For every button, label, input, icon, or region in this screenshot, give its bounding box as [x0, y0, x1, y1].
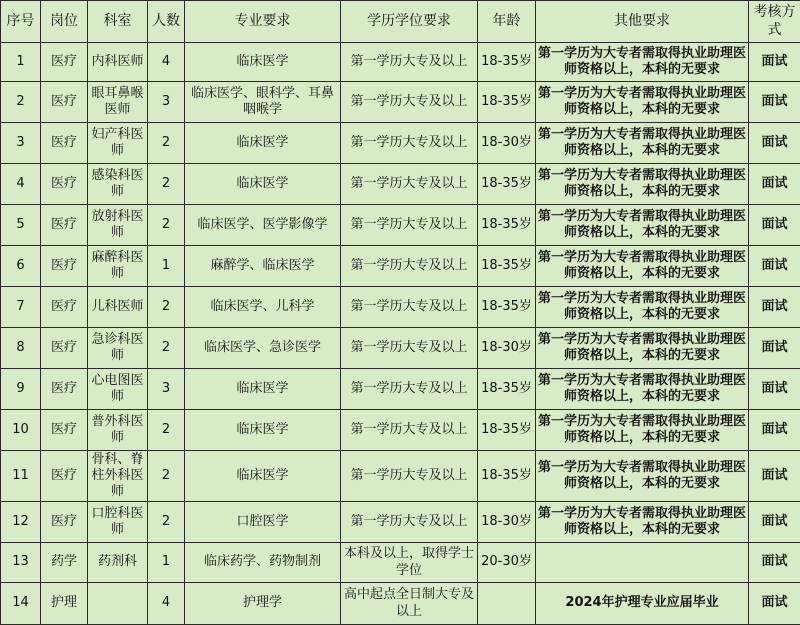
age-cell: 18-35岁: [478, 82, 536, 123]
department-cell: 眼耳鼻喉医师: [88, 82, 148, 123]
age-cell: 18-35岁: [478, 164, 536, 205]
table-row: [1, 583, 800, 625]
position-cell: 药学: [41, 543, 88, 583]
position-cell: 医疗: [41, 205, 88, 246]
age-cell: 18-35岁: [478, 410, 536, 451]
age-cell: 18-35岁: [478, 287, 536, 328]
age-cell: [478, 583, 536, 625]
seq-cell: 6: [1, 246, 41, 287]
education-cell: 第一学历大专及以上: [341, 328, 478, 369]
department-cell: 感染科医师: [88, 164, 148, 205]
major-cell: 临床医学: [185, 410, 341, 451]
major-cell: 临床医学、急诊医学: [185, 328, 341, 369]
age-cell: 18-35岁: [478, 246, 536, 287]
other-req-cell: 第一学历为大专者需取得执业助理医师资格以上，本科的无要求: [536, 43, 749, 82]
other-req-cell: 第一学历为大专者需取得执业助理医师资格以上，本科的无要求: [536, 205, 749, 246]
education-cell: 第一学历大专及以上: [341, 205, 478, 246]
position-cell: 医疗: [41, 369, 88, 410]
major-cell: 临床医学: [185, 164, 341, 205]
header-cell: 专业要求: [185, 1, 341, 43]
position-cell: 医疗: [41, 410, 88, 451]
count-cell: 2: [148, 502, 185, 543]
position-cell: 医疗: [41, 123, 88, 164]
header-cell: 岗位: [41, 1, 88, 43]
other-req-cell: [536, 543, 749, 583]
count-cell: 2: [148, 164, 185, 205]
count-cell: 1: [148, 543, 185, 583]
position-cell: 医疗: [41, 246, 88, 287]
department-cell: 急诊科医师: [88, 328, 148, 369]
major-cell: 临床医学: [185, 451, 341, 502]
header-cell: 科室: [88, 1, 148, 43]
department-cell: [88, 583, 148, 625]
table-row: [1, 451, 800, 502]
major-cell: 临床医学、医学影像学: [185, 205, 341, 246]
exam-cell: 面试: [749, 369, 800, 410]
position-cell: 医疗: [41, 328, 88, 369]
table-row: [1, 410, 800, 451]
table-row: [1, 43, 800, 82]
other-req-cell: 第一学历为大专者需取得执业助理医师资格以上，本科的无要求: [536, 246, 749, 287]
department-cell: 口腔科医师: [88, 502, 148, 543]
count-cell: 2: [148, 123, 185, 164]
header-cell: 年龄: [478, 1, 536, 43]
department-cell: 妇产科医师: [88, 123, 148, 164]
department-cell: 放射科医师: [88, 205, 148, 246]
seq-cell: 13: [1, 543, 41, 583]
age-cell: 18-35岁: [478, 369, 536, 410]
major-cell: 麻醉学、临床医学: [185, 246, 341, 287]
exam-cell: 面试: [749, 43, 800, 82]
other-req-cell: 第一学历为大专者需取得执业助理医师资格以上，本科的无要求: [536, 502, 749, 543]
education-cell: 本科及以上，取得学士学位: [341, 543, 478, 583]
age-cell: 18-30岁: [478, 502, 536, 543]
table-row: [1, 205, 800, 246]
table-row: [1, 328, 800, 369]
exam-cell: 面试: [749, 451, 800, 502]
department-cell: 骨科、脊柱外科医师: [88, 451, 148, 502]
seq-cell: 11: [1, 451, 41, 502]
department-cell: 药剂科: [88, 543, 148, 583]
major-cell: 临床药学、药物制剂: [185, 543, 341, 583]
age-cell: 18-35岁: [478, 451, 536, 502]
header-cell: 考核方式: [749, 1, 800, 43]
other-req-cell: 第一学历为大专者需取得执业助理医师资格以上，本科的无要求: [536, 287, 749, 328]
header-cell: 序号: [1, 1, 41, 43]
count-cell: 4: [148, 583, 185, 625]
count-cell: 2: [148, 287, 185, 328]
other-req-cell: 第一学历为大专者需取得执业助理医师资格以上，本科的无要求: [536, 328, 749, 369]
seq-cell: 14: [1, 583, 41, 625]
education-cell: 第一学历大专及以上: [341, 502, 478, 543]
table-row: [1, 164, 800, 205]
position-cell: 医疗: [41, 287, 88, 328]
position-cell: 护理: [41, 583, 88, 625]
department-cell: 儿科医师: [88, 287, 148, 328]
count-cell: 2: [148, 328, 185, 369]
other-req-cell: 第一学历为大专者需取得执业助理医师资格以上，本科的无要求: [536, 451, 749, 502]
other-req-cell: 第一学历为大专者需取得执业助理医师资格以上，本科的无要求: [536, 82, 749, 123]
department-cell: 心电图医师: [88, 369, 148, 410]
count-cell: 1: [148, 246, 185, 287]
education-cell: 第一学历大专及以上: [341, 82, 478, 123]
table-row: [1, 82, 800, 123]
other-req-cell: 第一学历为大专者需取得执业助理医师资格以上，本科的无要求: [536, 164, 749, 205]
other-req-cell: 第一学历为大专者需取得执业助理医师资格以上，本科的无要求: [536, 123, 749, 164]
exam-cell: 面试: [749, 583, 800, 625]
education-cell: 第一学历大专及以上: [341, 164, 478, 205]
department-cell: 普外科医师: [88, 410, 148, 451]
education-cell: 第一学历大专及以上: [341, 287, 478, 328]
exam-cell: 面试: [749, 543, 800, 583]
seq-cell: 12: [1, 502, 41, 543]
position-cell: 医疗: [41, 43, 88, 82]
major-cell: 临床医学、儿科学: [185, 287, 341, 328]
seq-cell: 4: [1, 164, 41, 205]
department-cell: 麻醉科医师: [88, 246, 148, 287]
age-cell: 20-30岁: [478, 543, 536, 583]
seq-cell: 5: [1, 205, 41, 246]
education-cell: 第一学历大专及以上: [341, 123, 478, 164]
seq-cell: 9: [1, 369, 41, 410]
table-row: [1, 543, 800, 583]
education-cell: 第一学历大专及以上: [341, 410, 478, 451]
major-cell: 临床医学、眼科学、耳鼻咽喉学: [185, 82, 341, 123]
count-cell: 3: [148, 369, 185, 410]
education-cell: 第一学历大专及以上: [341, 246, 478, 287]
seq-cell: 3: [1, 123, 41, 164]
table-row: [1, 287, 800, 328]
header-row: [1, 1, 800, 43]
seq-cell: 10: [1, 410, 41, 451]
exam-cell: 面试: [749, 205, 800, 246]
age-cell: 18-30岁: [478, 123, 536, 164]
position-cell: 医疗: [41, 502, 88, 543]
major-cell: 临床医学: [185, 123, 341, 164]
table-body: [1, 43, 800, 625]
seq-cell: 2: [1, 82, 41, 123]
education-cell: 高中起点全日制大专及以上: [341, 583, 478, 625]
table-row: [1, 123, 800, 164]
exam-cell: 面试: [749, 164, 800, 205]
exam-cell: 面试: [749, 328, 800, 369]
education-cell: 第一学历大专及以上: [341, 451, 478, 502]
seq-cell: 1: [1, 43, 41, 82]
header-cell: 人数: [148, 1, 185, 43]
exam-cell: 面试: [749, 410, 800, 451]
major-cell: 护理学: [185, 583, 341, 625]
age-cell: 18-35岁: [478, 43, 536, 82]
count-cell: 4: [148, 43, 185, 82]
other-req-cell: 2024年护理专业应届毕业: [536, 583, 749, 625]
age-cell: 18-30岁: [478, 328, 536, 369]
position-cell: 医疗: [41, 82, 88, 123]
education-cell: 第一学历大专及以上: [341, 43, 478, 82]
table-row: [1, 369, 800, 410]
header-cell: 其他要求: [536, 1, 749, 43]
department-cell: 内科医师: [88, 43, 148, 82]
count-cell: 2: [148, 410, 185, 451]
other-req-cell: 第一学历为大专者需取得执业助理医师资格以上，本科的无要求: [536, 410, 749, 451]
major-cell: 口腔医学: [185, 502, 341, 543]
major-cell: 临床医学: [185, 43, 341, 82]
exam-cell: 面试: [749, 502, 800, 543]
table-row: [1, 246, 800, 287]
other-req-cell: 第一学历为大专者需取得执业助理医师资格以上，本科的无要求: [536, 369, 749, 410]
count-cell: 2: [148, 205, 185, 246]
exam-cell: 面试: [749, 82, 800, 123]
table-row: [1, 502, 800, 543]
position-cell: 医疗: [41, 451, 88, 502]
count-cell: 2: [148, 451, 185, 502]
major-cell: 临床医学: [185, 369, 341, 410]
seq-cell: 8: [1, 328, 41, 369]
exam-cell: 面试: [749, 287, 800, 328]
header-cell: 学历学位要求: [341, 1, 478, 43]
position-cell: 医疗: [41, 164, 88, 205]
exam-cell: 面试: [749, 123, 800, 164]
education-cell: 第一学历大专及以上: [341, 369, 478, 410]
age-cell: 18-35岁: [478, 205, 536, 246]
count-cell: 3: [148, 82, 185, 123]
seq-cell: 7: [1, 287, 41, 328]
exam-cell: 面试: [749, 246, 800, 287]
